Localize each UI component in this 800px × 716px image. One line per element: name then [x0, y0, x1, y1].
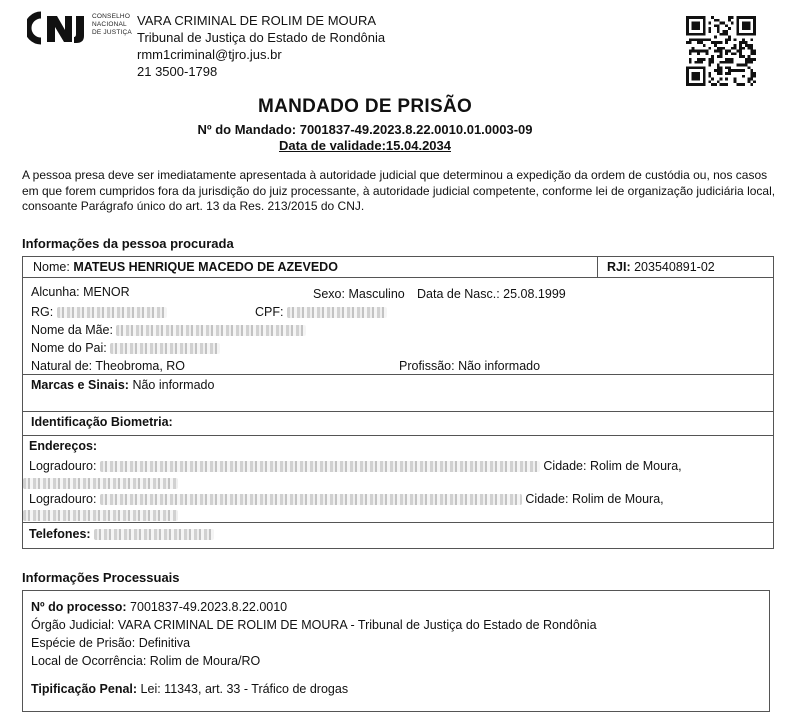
- address-1: [29, 459, 682, 473]
- tribunal-name: Tribunal de Justiça do Estado de Rondônia: [137, 30, 386, 45]
- addresses-title: Endereços:: [29, 439, 98, 453]
- profession-value: Não informado: [458, 359, 541, 373]
- court-phone: 21 3500-1798: [137, 64, 218, 79]
- details-block: [23, 277, 773, 375]
- process-box: [22, 590, 770, 712]
- natural-label: Natural de:: [31, 359, 93, 373]
- rji-label: RJI:: [607, 260, 631, 274]
- cpf-label: CPF:: [255, 305, 284, 319]
- address-1-redacted: [100, 461, 540, 472]
- typification-label: Tipificação Penal:: [31, 682, 138, 696]
- biometry-row: [23, 411, 773, 436]
- court-header: [137, 12, 385, 80]
- address-2-redacted-cont: [23, 510, 178, 521]
- biometry-label: Identificação Biometria:: [31, 415, 173, 429]
- divider: [597, 257, 598, 277]
- rg-label: RG:: [31, 305, 54, 319]
- process-number: 7001837-49.2023.8.22.0010: [130, 600, 288, 614]
- marks-label: Marcas e Sinais:: [31, 378, 129, 392]
- cnj-logo: [27, 10, 89, 46]
- address-2-city: Cidade: Rolim de Moura,: [525, 492, 664, 506]
- court-email: rmm1criminal@tjro.jus.br: [137, 47, 282, 62]
- intro-paragraph: A pessoa presa deve ser imediatamente apresentada à autoridade judicial que determinou a expedição da ordem de custódia ou, nos casos em que forem cumpridos fora da jurisdição do juiz processante, à autoridade judicial competente, conforme lei de organização judiciária local, consoante Parágrafo único do art. 13 da Res. 213/2015 do CNJ.: [22, 168, 776, 213]
- father-label: Nome do Pai:: [31, 341, 107, 355]
- mother-label: Nome da Mãe:: [31, 323, 113, 337]
- address-2-redacted: [100, 494, 522, 505]
- marks-value: Não informado: [132, 378, 215, 392]
- address-1-city: Cidade: Rolim de Moura,: [543, 459, 682, 473]
- name-row: [23, 257, 773, 278]
- phones-label: Telefones:: [29, 527, 91, 541]
- rg-redacted: [57, 307, 167, 318]
- warrant-number: Nº do Mandado: 7001837-49.2023.8.22.0010.01.0003-09: [197, 122, 533, 137]
- prison-type: Espécie de Prisão: Definitiva: [31, 636, 191, 650]
- court-name: VARA CRIMINAL DE ROLIM DE MOURA: [137, 13, 377, 28]
- qr-code-icon: [686, 15, 756, 87]
- rji-value: 203540891-02: [634, 260, 715, 274]
- address-1-redacted-cont: [23, 478, 178, 489]
- address-1-label: Logradouro:: [29, 459, 97, 473]
- name-label: Nome:: [33, 260, 70, 274]
- father-redacted: [110, 343, 220, 354]
- cnj-logo-subtitle: CONSELHO NACIONAL DE JUSTIÇA: [92, 13, 132, 36]
- alias-value: MENOR: [83, 285, 130, 299]
- phones-redacted: [94, 529, 214, 540]
- cpf-redacted: [287, 307, 387, 318]
- typification-value: Lei: 11343, art. 33 - Tráfico de drogas: [140, 682, 349, 696]
- judicial-organ: Órgão Judicial: VARA CRIMINAL DE ROLIM DE MOURA - Tribunal de Justiça do Estado de Rondônia: [31, 618, 597, 632]
- person-box: [22, 256, 774, 549]
- sex-label: Sexo:: [313, 287, 345, 301]
- phones-row: [23, 522, 773, 548]
- marks-row: [23, 374, 773, 412]
- address-2: [29, 492, 664, 506]
- birth-label: Data de Nasc.:: [417, 287, 500, 301]
- natural-value: Theobroma, RO: [95, 359, 186, 373]
- process-number-label: Nº do processo:: [31, 600, 127, 614]
- process-section-title: Informações Processuais: [22, 570, 180, 585]
- validity-date: Data de validade:15.04.2034: [279, 138, 451, 153]
- profession-label: Profissão:: [399, 359, 455, 373]
- person-section-title: Informações da pessoa procurada: [22, 236, 234, 251]
- address-2-label: Logradouro:: [29, 492, 97, 506]
- birth-value: 25.08.1999: [503, 287, 566, 301]
- occurrence-location: Local de Ocorrência: Rolim de Moura/RO: [31, 654, 261, 668]
- person-name: MATEUS HENRIQUE MACEDO DE AZEVEDO: [73, 260, 338, 274]
- addresses-block: [23, 435, 773, 523]
- mother-redacted: [116, 325, 306, 336]
- alias-label: Alcunha:: [31, 285, 80, 299]
- sex-value: Masculino: [348, 287, 405, 301]
- document-title: MANDADO DE PRISÃO: [257, 96, 473, 117]
